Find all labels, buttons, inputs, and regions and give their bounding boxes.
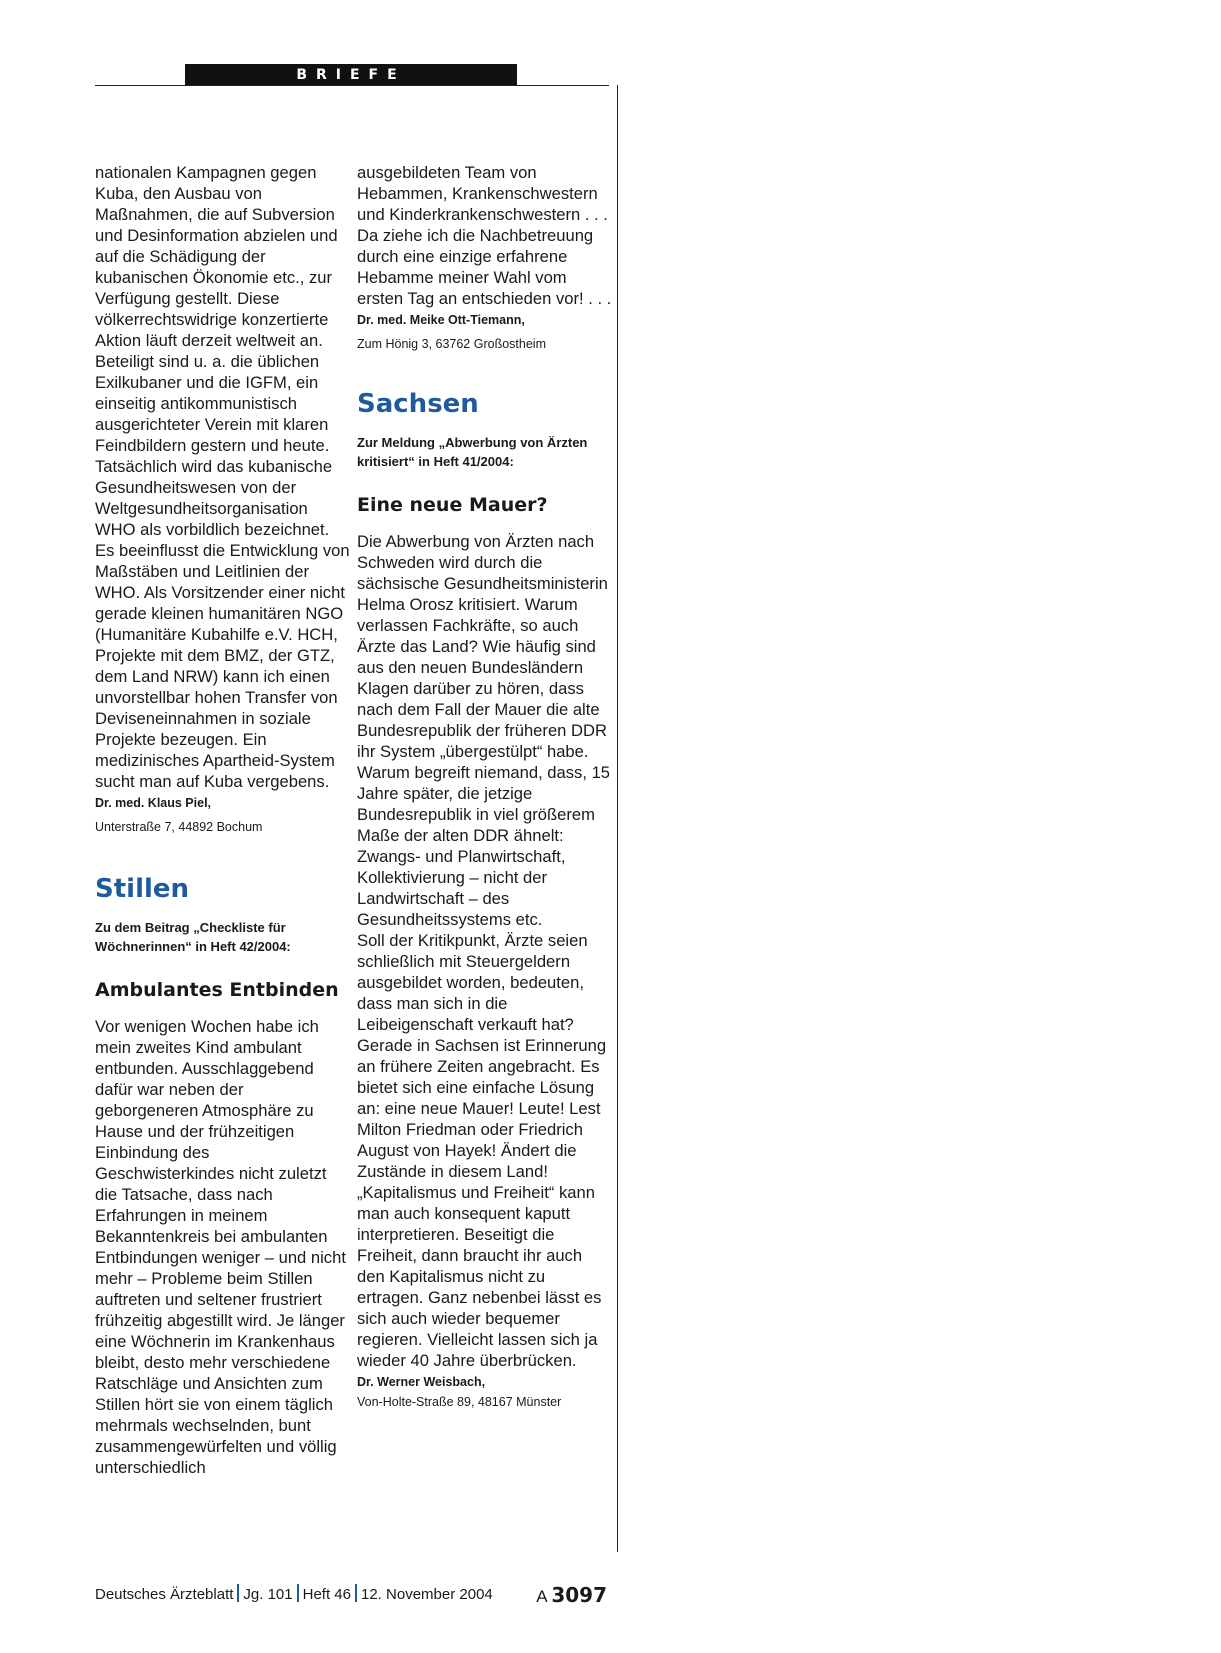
- letter-signature: Dr. med. Meike Ott-Tiemann,: [357, 313, 525, 327]
- letter-address: Unterstraße 7, 44892 Bochum: [95, 820, 263, 834]
- issue-date: 12. November 2004: [361, 1586, 493, 1603]
- letter-address: Von-Holte-Straße 89, 48167 Münster: [357, 1395, 562, 1409]
- letter-body: Soll der Kritikpunkt, Ärzte seien schließlich mit Steuergeldern ausgebildet worden, bedeuten, dass man sich in die Leibeigenschaft verkauft hat? Gerade in Sachsen ist Erinnerung an frühere Zeiten angebracht. Es bietet sich eine einfache Lösung an: eine neue Mauer! Leute! Lest Milton Friedman oder Friedrich August von Hayek! Ändert die Zustände in diesem Land! „Kapitalismus und Freiheit“ kann man auch konsequent kaputt interpretieren. Beseitigt die Freiheit, dann braucht ihr auch den Kapitalismus nicht zu ertragen. Ganz nebenbei lässt es sich auch wieder bequemer regieren. Vielleicht lassen sich ja wieder 40 Jahre überbrücken.: [357, 931, 607, 1370]
- journal-name: Deutsches Ärzteblatt: [95, 1586, 234, 1603]
- right-column: [357, 162, 612, 1411]
- footer-separator: [237, 1584, 239, 1602]
- left-column: [95, 162, 350, 1478]
- letter-signature: Dr. Werner Weisbach,: [357, 1375, 486, 1389]
- page-number: [536, 1582, 607, 1610]
- page-prefix: A: [536, 1587, 547, 1606]
- article-title: Eine neue Mauer?: [357, 494, 548, 516]
- column-rule: [617, 85, 618, 1552]
- letter-body: ausgebildeten Team von Hebammen, Krankenschwestern und Kinderkrankenschwestern . . .: [357, 163, 608, 224]
- header-rule: [95, 85, 609, 86]
- page-number-value: 3097: [551, 1583, 607, 1607]
- article-title: Ambulantes Entbinden: [95, 979, 339, 1001]
- letter-body: Da ziehe ich die Nachbetreuung durch eine einzige erfahrene Hebamme meiner Wahl vom ersten Tag an entschieden vor! . . .: [357, 226, 612, 308]
- letter-body: nationalen Kampagnen gegen Kuba, den Ausbau von Maßnahmen, die auf Subversion und Desinformation abzielen und auf die Schädigung der kubanischen Ökonomie etc., zur Verfügung gestellt. Diese völkerrechtswidrige konzertierte Aktion läuft derzeit weltweit an. Beteiligt sind u. a. die üblichen Exilkubaner und die IGFM, ein einseitig antikommunistisch ausgerichteter Verein mit klaren Feindbildern gestern und heute. Tatsächlich wird das kubanische Gesundheitswesen von der Weltgesundheitsorganisation WHO als vorbildlich bezeichnet. Es beeinflusst die Entwicklung von Maßstäben und Leitlinien der WHO. Als Vorsitzender einer nicht gerade kleinen humanitären NGO (Humanitäre Kubahilfe e.V. HCH, Projekte mit dem BMZ, der GTZ, dem Land NRW) kann ich einen unvorstellbar hohen Transfer von Deviseneinnahmen in soziale Projekte bezeugen. Ein medizinisches Apartheid-System sucht man auf Kuba vergebens.: [95, 163, 350, 791]
- letter-body: Vor wenigen Wochen habe ich mein zweites Kind ambulant entbunden. Ausschlaggebend dafür war neben der geborgeneren Atmosphäre zu Hause und der frühzeitigen Einbindung des Geschwisterkindes nicht zuletzt die Tatsache, dass nach Erfahrungen in meinem Bekanntenkreis bei ambulanten Entbindungen weniger – und nicht mehr – Probleme beim Stillen auftreten und seltener frustriert frühzeitig abgestillt wird. Je länger eine Wöchnerin im Krankenhaus bleibt, desto mehr verschiedene Ratschläge und Ansichten zum Stillen hört sie von einem täglich mehrmals wechselnden, bunt zusammengewürfelten und völlig unterschiedlich: [95, 1017, 346, 1477]
- page-footer: [95, 1582, 615, 1612]
- journal-issue: Heft 46: [302, 1586, 351, 1603]
- article-reference: Zur Meldung „Abwerbung von Ärzten kritisiert“ in Heft 41/2004:: [357, 435, 588, 469]
- footer-separator: [297, 1584, 299, 1602]
- footer-separator: [355, 1584, 357, 1602]
- letter-signature: Dr. med. Klaus Piel,: [95, 796, 212, 810]
- section-title: Sachsen: [357, 389, 479, 419]
- journal-volume: Jg. 101: [243, 1586, 293, 1603]
- article-reference: Zu dem Beitrag „Checkliste für Wöchnerinnen“ in Heft 42/2004:: [95, 920, 291, 954]
- section-title: Stillen: [95, 874, 190, 904]
- letter-address: Zum Hönig 3, 63762 Großostheim: [357, 337, 546, 351]
- section-header: BRIEFE: [185, 64, 517, 86]
- letter-body: Die Abwerbung von Ärzten nach Schweden wird durch die sächsische Gesundheitsministerin Helma Orosz kritisiert. Warum verlassen Fachkräfte, so auch Ärzte das Land? Wie häufig sind aus den neuen Bundesländern Klagen darüber zu hören, dass nach dem Fall der Mauer die alte Bundesrepublik der früheren DDR ihr System „übergestülpt“ habe. Warum begreift niemand, dass, 15 Jahre später, die jetzige Bundesrepublik in viel größerem Maße der alten DDR ähnelt: Zwangs- und Planwirtschaft, Kollektivierung – nicht der Landwirtschaft – des Gesundheitssystems etc.: [357, 532, 611, 929]
